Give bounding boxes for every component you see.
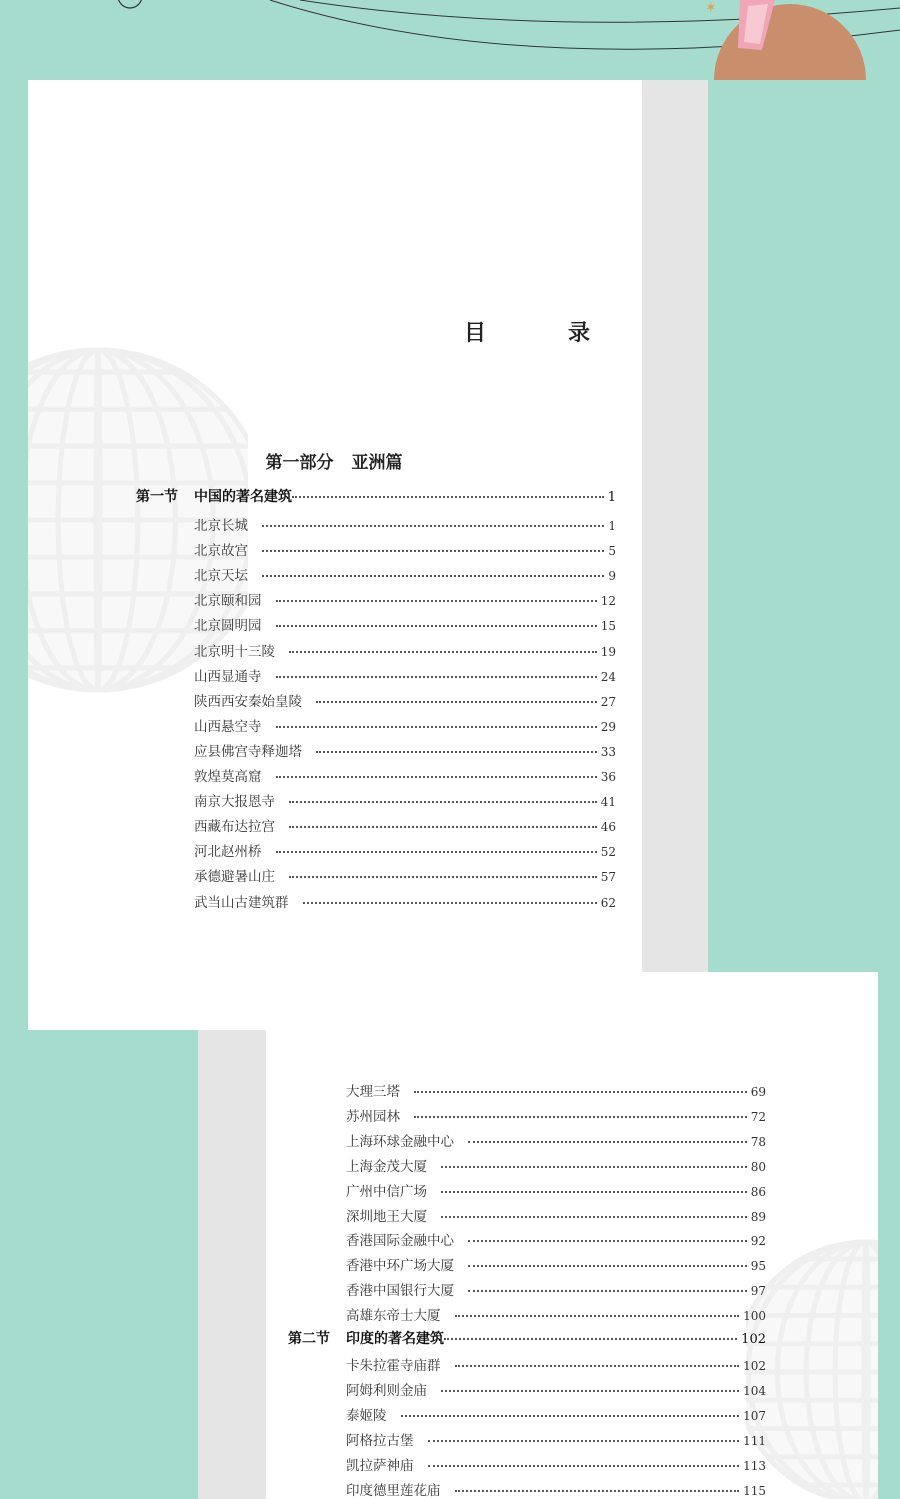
entry-title: 应县佛宫寺释迦塔 (194, 743, 302, 760)
toc-entry[interactable] (346, 1379, 766, 1399)
toc-entry[interactable] (346, 1155, 766, 1175)
page-number: 52 (600, 845, 616, 860)
leader-dots (441, 1216, 747, 1218)
entry-title: 西藏布达拉宫 (194, 819, 275, 836)
section-row[interactable] (288, 1328, 766, 1348)
entry-title: 印度德里莲花庙 (346, 1483, 441, 1499)
section-row[interactable] (136, 486, 616, 506)
entry-title: 阿姆利则金庙 (346, 1383, 427, 1399)
toc-entry[interactable] (194, 715, 616, 735)
entry-title: 山西显通寺 (194, 668, 262, 685)
toc-entry[interactable] (194, 665, 616, 685)
leader-dots (455, 1490, 740, 1492)
toc-entry[interactable] (346, 1404, 766, 1424)
entry-title: 泰姬陵 (346, 1408, 387, 1424)
leader-dots (441, 1191, 747, 1193)
toc-entry[interactable] (346, 1304, 766, 1324)
section-number: 第一节 (136, 489, 178, 505)
entry-title: 承德避暑山庄 (194, 869, 275, 886)
entry-title: 上海环球金融中心 (346, 1133, 454, 1150)
page-number: 111 (743, 1434, 766, 1448)
page-number: 86 (750, 1184, 766, 1199)
toc-entry[interactable] (194, 815, 616, 835)
leader-dots (468, 1240, 747, 1242)
entry-title: 南京大报恩寺 (194, 794, 275, 811)
leader-dots (468, 1290, 747, 1292)
page-number: 1 (607, 490, 616, 505)
toc-entry[interactable] (194, 840, 616, 860)
part-title (28, 448, 640, 473)
part-name: 亚洲篇 (351, 453, 403, 473)
page-number: 115 (743, 1484, 766, 1498)
leader-dots (468, 1141, 747, 1143)
entry-title: 香港国际金融中心 (346, 1233, 454, 1250)
page-number: 72 (750, 1109, 766, 1124)
page-shadow (198, 1030, 268, 1499)
entry-title: 凯拉萨神庙 (346, 1458, 414, 1474)
page-number: 102 (741, 1332, 766, 1347)
toc-entry[interactable] (194, 514, 616, 534)
leader-dots (441, 1390, 739, 1392)
leader-dots (428, 1440, 740, 1442)
toc-entry[interactable] (346, 1229, 766, 1249)
entry-title: 北京圆明园 (194, 618, 262, 635)
half-circle-ornament (714, 4, 866, 80)
entry-title: 卡朱拉霍寺庙群 (346, 1358, 441, 1374)
entry-title: 北京天坛 (194, 568, 248, 585)
page-number: 113 (743, 1459, 766, 1473)
entry-title: 山西悬空寺 (194, 718, 262, 735)
page-number: 1 (608, 519, 616, 533)
page-number: 95 (750, 1259, 766, 1274)
page-number: 19 (600, 644, 616, 659)
toc-entry[interactable] (346, 1130, 766, 1150)
page-number: 36 (600, 770, 616, 784)
page-number: 24 (600, 669, 616, 684)
page-number: 104 (743, 1384, 766, 1398)
entry-title: 北京颐和园 (194, 593, 262, 610)
entry-title: 阿格拉古堡 (346, 1433, 414, 1449)
toc-entry[interactable] (346, 1205, 766, 1225)
page-number: 89 (750, 1209, 766, 1224)
leader-dots (428, 1465, 740, 1467)
ornament-circle (118, 0, 142, 8)
entry-title: 广州中信广场 (346, 1183, 427, 1200)
leader-dots (276, 851, 597, 853)
page-number: 100 (743, 1309, 766, 1324)
page-number: 9 (608, 569, 616, 584)
leader-dots (444, 1338, 737, 1340)
page-number: 62 (600, 895, 616, 910)
page-number: 5 (608, 544, 616, 559)
toc-entry[interactable] (346, 1354, 766, 1374)
toc-entry[interactable] (346, 1254, 766, 1274)
leader-dots (292, 496, 604, 498)
toc-entry[interactable] (346, 1479, 766, 1499)
toc-page-1 (28, 80, 642, 1030)
entry-title: 北京明十三陵 (194, 643, 275, 660)
page-number: 57 (600, 870, 616, 885)
leader-dots (276, 625, 597, 627)
leader-dots (289, 651, 597, 653)
entry-title: 大理三塔 (346, 1084, 400, 1100)
toc-entry[interactable] (194, 589, 616, 609)
toc-entry[interactable] (194, 539, 616, 559)
toc-title: 目 录 (463, 321, 620, 346)
page-number: 80 (750, 1159, 766, 1174)
leader-dots (401, 1415, 740, 1417)
toc-entry[interactable] (194, 891, 616, 911)
leader-dots (468, 1265, 747, 1267)
page-number: 78 (750, 1134, 766, 1149)
page-number: 97 (750, 1284, 766, 1299)
toc-entry[interactable] (346, 1429, 766, 1449)
toc-entry[interactable] (346, 1454, 766, 1474)
toc-entry[interactable] (194, 564, 616, 584)
page-number: 46 (600, 820, 616, 835)
page-number: 33 (600, 744, 616, 759)
leader-dots (455, 1315, 740, 1317)
toc-entry[interactable] (194, 690, 616, 710)
toc-entry[interactable] (194, 790, 616, 810)
leader-dots (414, 1116, 747, 1118)
leader-dots (455, 1365, 740, 1367)
page-number: 15 (600, 619, 616, 634)
leader-dots (276, 776, 597, 778)
leader-dots (289, 826, 597, 828)
page-number: 12 (600, 594, 616, 609)
page-number: 29 (600, 719, 616, 734)
leader-dots (276, 600, 597, 602)
toc-entry[interactable] (194, 640, 616, 660)
entry-title: 高雄东帝士大厦 (346, 1308, 441, 1325)
page-number: 107 (743, 1409, 766, 1423)
section-number: 第二节 (288, 1331, 330, 1347)
header-decoration (0, 0, 900, 80)
leader-dots (262, 575, 604, 577)
page-number: 102 (743, 1359, 766, 1373)
leader-dots (414, 1091, 747, 1093)
entry-title: 河北赵州桥 (194, 844, 262, 861)
entry-title: 北京故宫 (194, 543, 248, 560)
entry-title: 上海金茂大厦 (346, 1158, 427, 1175)
leader-dots (276, 676, 597, 678)
entry-title: 香港中环广场大厦 (346, 1258, 454, 1275)
toc-entry[interactable] (194, 740, 616, 760)
svg-text:✶: ✶ (705, 0, 717, 16)
part-label: 第一部分 (265, 453, 334, 473)
page-number: 92 (750, 1234, 766, 1249)
leader-dots (316, 751, 597, 753)
leader-dots (262, 550, 604, 552)
toc-entry[interactable] (194, 765, 616, 785)
toc-entry[interactable] (346, 1105, 766, 1125)
toc-entry[interactable] (194, 614, 616, 634)
entry-title: 苏州园林 (346, 1108, 400, 1125)
entry-title: 北京长城 (194, 518, 248, 534)
leader-dots (262, 525, 604, 527)
toc-entry[interactable] (346, 1080, 766, 1100)
entry-title: 香港中国银行大厦 (346, 1283, 454, 1300)
leader-dots (316, 701, 597, 703)
page-shadow (640, 80, 708, 1030)
page-number: 27 (600, 694, 616, 709)
leader-dots (303, 902, 597, 904)
entry-title: 深圳地王大厦 (346, 1208, 427, 1225)
leader-dots (276, 726, 597, 728)
leader-dots (289, 801, 597, 803)
section-title: 中国的著名建筑 (194, 489, 292, 505)
entry-title: 陕西西安秦始皇陵 (194, 693, 302, 710)
page-number: 69 (750, 1085, 766, 1099)
toc-entry[interactable] (346, 1180, 766, 1200)
leader-dots (441, 1166, 747, 1168)
toc-entry[interactable] (346, 1279, 766, 1299)
page-number: 41 (600, 795, 616, 810)
toc-entry[interactable] (194, 865, 616, 885)
section-title: 印度的著名建筑 (346, 1331, 444, 1347)
entry-title: 武当山古建筑群 (194, 894, 289, 911)
entry-title: 敦煌莫高窟 (194, 769, 262, 785)
leader-dots (289, 876, 597, 878)
toc-page-2 (266, 972, 878, 1499)
